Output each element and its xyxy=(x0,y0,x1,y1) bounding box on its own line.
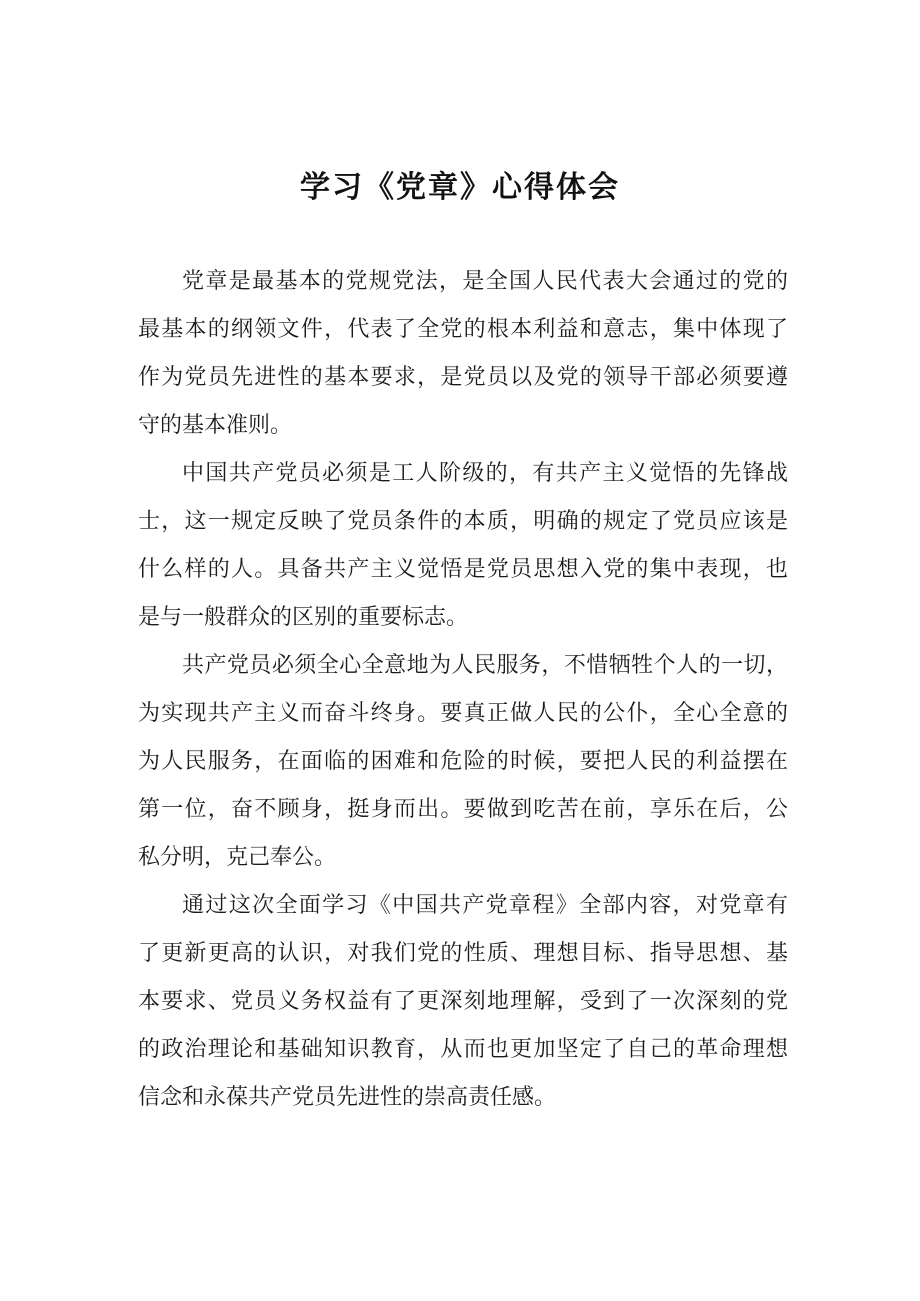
paragraph-line: 是与一般群众的区别的重要标志。 xyxy=(138,605,469,630)
paragraph-line: 通过这次全面学习《中国共产党章程》全部内容，对党章有 xyxy=(182,893,788,918)
paragraph-line: 第一位，奋不顾身，挺身而出。要做到吃苦在前，享乐在后，公 xyxy=(138,797,788,822)
paragraph-1 xyxy=(138,258,788,450)
paragraph-line: 党章是最基本的党规党法，是全国人民代表大会通过的党的 xyxy=(182,269,788,294)
paragraph-line: 共产党员必须全心全意地为人民服务，不惜牺牲个人的一切， xyxy=(182,653,788,678)
paragraph-line: 本要求、党员义务权益有了更深刻地理解，受到了一次深刻的党 xyxy=(138,989,788,1014)
page-title: 学习《党章》心得体会 xyxy=(300,170,620,205)
paragraph-line: 作为党员先进性的基本要求，是党员以及党的领导干部必须要遵 xyxy=(138,365,788,390)
paragraph-line: 为实现共产主义而奋斗终身。要真正做人民的公仆，全心全意的 xyxy=(138,701,788,726)
paragraph-line: 士，这一规定反映了党员条件的本质，明确的规定了党员应该是 xyxy=(138,509,788,534)
paragraph-line: 了更新更高的认识，对我们党的性质、理想目标、指导思想、基 xyxy=(138,941,788,966)
paragraph-line: 的政治理论和基础知识教育，从而也更加坚定了自己的革命理想 xyxy=(138,1037,788,1062)
paragraph-line: 信念和永葆共产党员先进性的崇高责任感。 xyxy=(138,1085,557,1110)
document-body xyxy=(138,258,788,1122)
paragraph-line: 什么样的人。具备共产主义觉悟是党员思想入党的集中表现，也 xyxy=(138,557,788,582)
paragraph-line: 私分明，克己奉公。 xyxy=(138,845,337,870)
paragraph-line: 最基本的纲领文件，代表了全党的根本利益和意志，集中体现了 xyxy=(138,317,788,342)
paragraph-line: 为人民服务，在面临的困难和危险的时候，要把人民的利益摆在 xyxy=(138,749,788,774)
paragraph-4 xyxy=(138,882,788,1122)
paragraph-2 xyxy=(138,450,788,642)
paragraph-line: 守的基本准则。 xyxy=(138,413,293,438)
paragraph-line: 中国共产党员必须是工人阶级的，有共产主义觉悟的先锋战 xyxy=(182,461,788,486)
paragraph-3 xyxy=(138,642,788,882)
